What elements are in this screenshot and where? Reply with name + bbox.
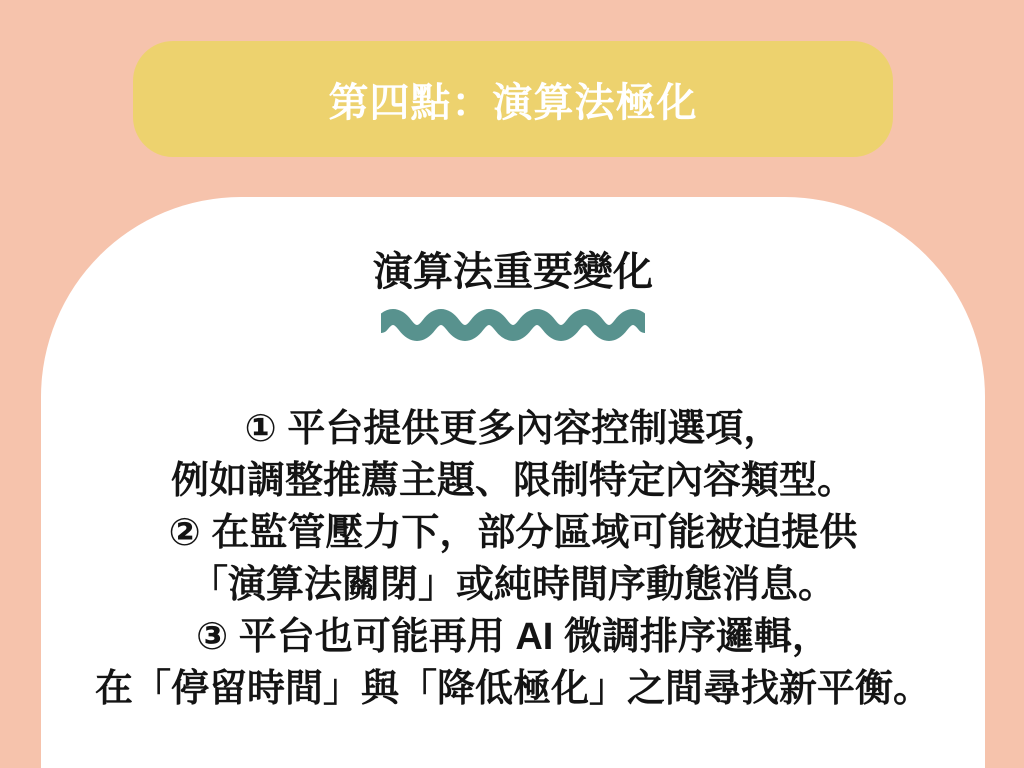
body-line-1: ① 平台提供更多內容控制選項， bbox=[244, 408, 782, 450]
card-title: 演算法重要變化 bbox=[373, 250, 653, 294]
topic-banner bbox=[133, 41, 893, 157]
body-line-2: 例如調整推薦主題、限制特定內容類型。 bbox=[170, 460, 855, 502]
body-line-6: 在「停留時間」與「降低極化」之間尋找新平衡。 bbox=[94, 668, 931, 710]
banner-title: 第四點：演算法極化 bbox=[328, 80, 698, 125]
body-text bbox=[95, 403, 931, 715]
wave-divider-icon bbox=[381, 307, 645, 343]
body-line-4: 「演算法關閉」或純時間序動態消息。 bbox=[189, 564, 836, 606]
body-line-3: ② 在監管壓力下，部分區域可能被迫提供 bbox=[168, 512, 858, 554]
content-card bbox=[41, 197, 985, 768]
body-line-5: ③ 平台也可能再用 AI 微調排序邏輯， bbox=[196, 616, 830, 658]
